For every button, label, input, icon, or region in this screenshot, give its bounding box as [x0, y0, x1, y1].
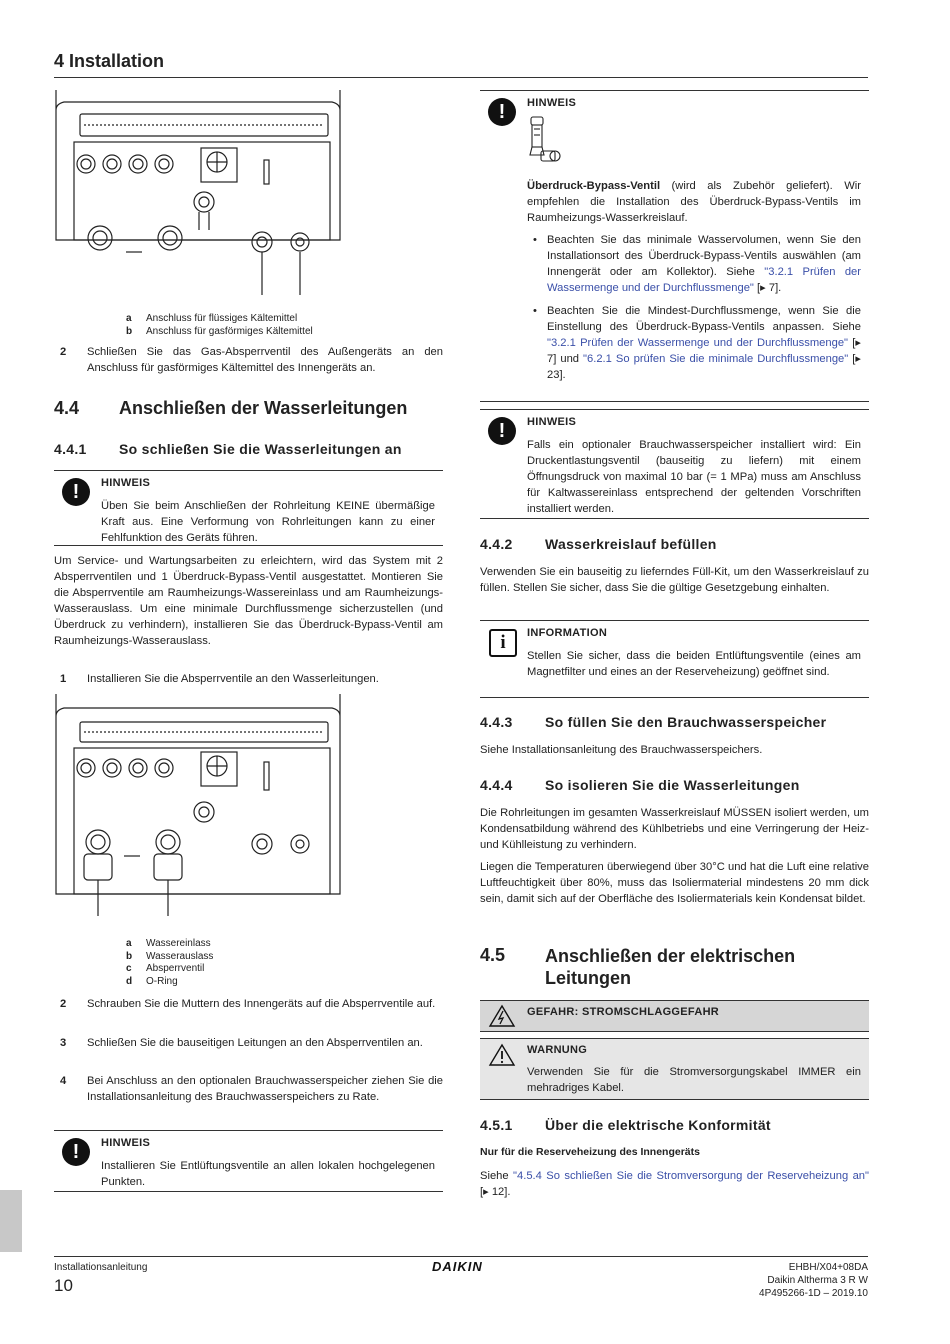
legend-item: a Wassereinlass [126, 938, 211, 949]
step-4-dhw-tank: 4 Bei Anschluss an den optionalen Brauchwasserspeicher ziehen Sie die Installationsanleitung des Brauchwasserspeichers zu Rate. [60, 1075, 443, 1103]
paragraph-insulation-thickness: Liegen die Temperaturen überwiegend über 30°C und hat die Luft eine relative Luftfeuchtigkeit über 80%, muss das Isoliermaterial mindestens 20 mm dick sein, damit sich auf der Oberfläche des Isoliermaterials kein Kondensat bildet. [480, 861, 869, 905]
info-air-purge-valves: i INFORMATION Stellen Sie sicher, dass die beiden Entlüftungsventile (eines am Magnetfilter und eines an der Reserveheizung) geöffnet sind. [480, 620, 869, 698]
footer-doc-type: Installationsanleitung [54, 1262, 148, 1273]
paragraph-service-valves: Um Service- und Wartungsarbeiten zu erleichtern, wird das System mit 2 Absperrventilen und 1 Überdruck-Bypass-Ventil ausgestattet. Montieren Sie die Absperrventile am Raumheizungs-Wassereinlass und am Raumheizungs-Wasserauslass. Um eine minimale Durchflussmenge sicherzustellen (und Überdruck zu verhindern), installieren Sie das Überdruck-Bypass-Ventil am Raumheizungs-Wasserauslass. [54, 555, 443, 647]
electric-hazard-icon [488, 1004, 516, 1033]
heading-4-5: 4.5 Anschließen der elektrischen Leitungen [480, 945, 796, 988]
paragraph-insulation: Die Rohrleitungen im gesamten Wasserkreislauf MÜSSEN isoliert werden, um Kondensatbildung während des Kühlbetriebs und eine Verringerung der Heiz- und Kühlleistung zu verhindern. [480, 807, 869, 851]
note-bypass-valve: ! HINWEIS Überdruck-Bypass-Ventil (wird als Zubehör geliefert). Wir empfehlen die Installation des Überdruck-Bypass-Ventils im Raumheizungs-Wasserkreislauf. • Beachten Sie das minimale Wasservolumen, wenn Sie den Installationsort des Überdruck-Bypass-Ventils auswählen (am Innengerät oder am Kollektor). Siehe "3.2.1 Prüfen der Wassermenge und der Durchflussmenge" [▸ 7]. • Beachten Sie die Mindest-Durchflussmenge, wenn Sie die Einstellung des Überdruck-Bypass-Ventils anpassen. Siehe "3.2.1 Prüfen der Wassermenge und der Durchflussmenge" [▸ 7] und "6.2.1 So prüfen Sie die minimale Durchflussmenge" [▸ 23]. [480, 90, 869, 402]
warning-multicore-cable: WARNUNG Verwenden Sie für die Stromversorgungskabel IMMER ein mehradriges Kabel. [480, 1038, 869, 1100]
note-no-force: ! HINWEIS Üben Sie beim Anschließen der Rohrleitung KEINE übermäßige Kraft aus. Eine Verformung von Rohrleitungen kann zu einer Fehlfunktion des Geräts führen. [54, 470, 443, 546]
footer-rule [54, 1256, 868, 1257]
list-item: • Beachten Sie das minimale Wasservolumen, wenn Sie den Installationsort des Überdruck-Bypass-Ventils auswählen (am Innengerät oder am Kollektor). Siehe "3.2.1 Prüfen der Wassermenge und der Durchflussmenge" [▸ 7]. [527, 232, 861, 296]
bypass-bullet-list [527, 232, 861, 390]
exclamation-icon: ! [62, 478, 90, 506]
legend-item: b Anschluss für gasförmiges Kältemittel [126, 325, 313, 337]
exclamation-icon: ! [488, 98, 516, 126]
legend-item: a Anschluss für flüssiges Kältemittel [126, 313, 298, 324]
page-number: 10 [54, 1276, 73, 1295]
footer-docnum: 4P495266-1D – 2019.10 [759, 1288, 868, 1299]
subheading-backup-heater: Nur für die Reserveheizung des Innengeräts [480, 1146, 700, 1158]
paragraph-dhw-tank: Siehe Installationsanleitung des Brauchwasserspeichers. [480, 744, 763, 756]
link-6-2-1[interactable]: "6.2.1 So prüfen Sie die minimale Durchflussmenge" [583, 353, 849, 365]
section-header: 4 Installation [54, 51, 165, 71]
figure-refrigerant-connections [54, 90, 344, 300]
paragraph-electric-ref: Siehe "4.5.4 So schließen Sie die Stromversorgung der Reserveheizung an" [▸ 12]. [480, 1170, 869, 1198]
warning-triangle-icon [488, 1043, 516, 1072]
footer-product: Daikin Altherma 3 R W [767, 1275, 868, 1286]
heading-4-5-1: 4.5.1 Über die elektrische Konformität [480, 1117, 771, 1133]
exclamation-icon: ! [488, 417, 516, 445]
link-3-2-1[interactable]: "3.2.1 Prüfen der Wassermenge und der Durchflussmenge" [547, 337, 849, 349]
heading-4-4: 4.4 Anschließen der Wasserleitungen [54, 398, 408, 418]
legend-item: d O-Ring [126, 975, 178, 987]
chapter-tab [0, 1190, 22, 1252]
brand-logo: DAIKIN [432, 1259, 483, 1274]
legend-item: c Absperrventil [126, 963, 205, 974]
figure2-legend [126, 938, 213, 988]
heading-4-4-1: 4.4.1 So schließen Sie die Wasserleitungen an [54, 441, 402, 457]
info-icon: i [489, 629, 517, 657]
heading-4-4-3: 4.4.3 So füllen Sie den Brauchwasserspeicher [480, 714, 827, 730]
exclamation-icon: ! [62, 1138, 90, 1166]
footer-model: EHBH/X04+08DA [788, 1262, 868, 1273]
step-1-install-valves: 1 Installieren Sie die Absperrventile an den Wasserleitungen. [60, 673, 379, 685]
heading-4-4-2: 4.4.2 Wasserkreislauf befüllen [480, 536, 717, 552]
step-2-gas-valve: 2 Schließen Sie das Gas-Absperrventil des Außengeräts an den Anschluss für gasförmiges Kältemittel des Innengeräts an. [60, 346, 443, 374]
step-2-nuts: 2 Schrauben Sie die Muttern des Innengeräts auf die Absperrventile auf. [60, 998, 436, 1010]
figure1-legend [126, 313, 313, 338]
list-item: • Beachten Sie die Mindest-Durchflussmenge, wenn Sie die Einstellung des Überdruck-Bypass-Ventils anpassen. Siehe "3.2.1 Prüfen der Wassermenge und der Durchflussmenge" [▸ 7] und "6.2.1 So prüfen Sie die minimale Durchflussmenge" [▸ 23]. [527, 303, 861, 383]
heading-4-4-4: 4.4.4 So isolieren Sie die Wasserleitungen [480, 777, 800, 793]
bypass-valve-icon [525, 115, 561, 167]
figure-water-connections [54, 694, 344, 920]
step-3-field-pipes: 3 Schließen Sie die bauseitigen Leitungen an den Absperrventilen an. [60, 1037, 423, 1049]
paragraph-fill-kit: Verwenden Sie ein bauseitig zu lieferndes Füll-Kit, um den Wasserkreislauf zu füllen. Stellen Sie sicher, dass Sie die gültige Gesetzgebung einhalten. [480, 566, 869, 594]
note-air-purge: ! HINWEIS Installieren Sie Entlüftungsventile an allen lokalen hochgelegenen Punkten. [54, 1130, 443, 1192]
legend-item: b Wasserauslass [126, 950, 214, 962]
note-pressure-relief: ! HINWEIS Falls ein optionaler Brauchwasserspeicher installiert wird: Ein Druckentlastungsventil (bauseitig zu liefern) mit einem Öffnungsdruck von maximal 10 bar (= 1 MPa) muss am Anschluss für Kaltwassereinlass entsprechend der geltenden Vorschriften installiert werden. [480, 409, 869, 519]
header-rule [54, 77, 868, 78]
link-4-5-4[interactable]: "4.5.4 So schließen Sie die Stromversorgung der Reserveheizung an" [513, 1170, 869, 1182]
danger-electric-shock: GEFAHR: STROMSCHLAGGEFAHR [480, 1000, 869, 1032]
link-3-2-1[interactable]: "3.2.1 Prüfen der Wassermenge und der Durchflussmenge" [547, 266, 861, 294]
